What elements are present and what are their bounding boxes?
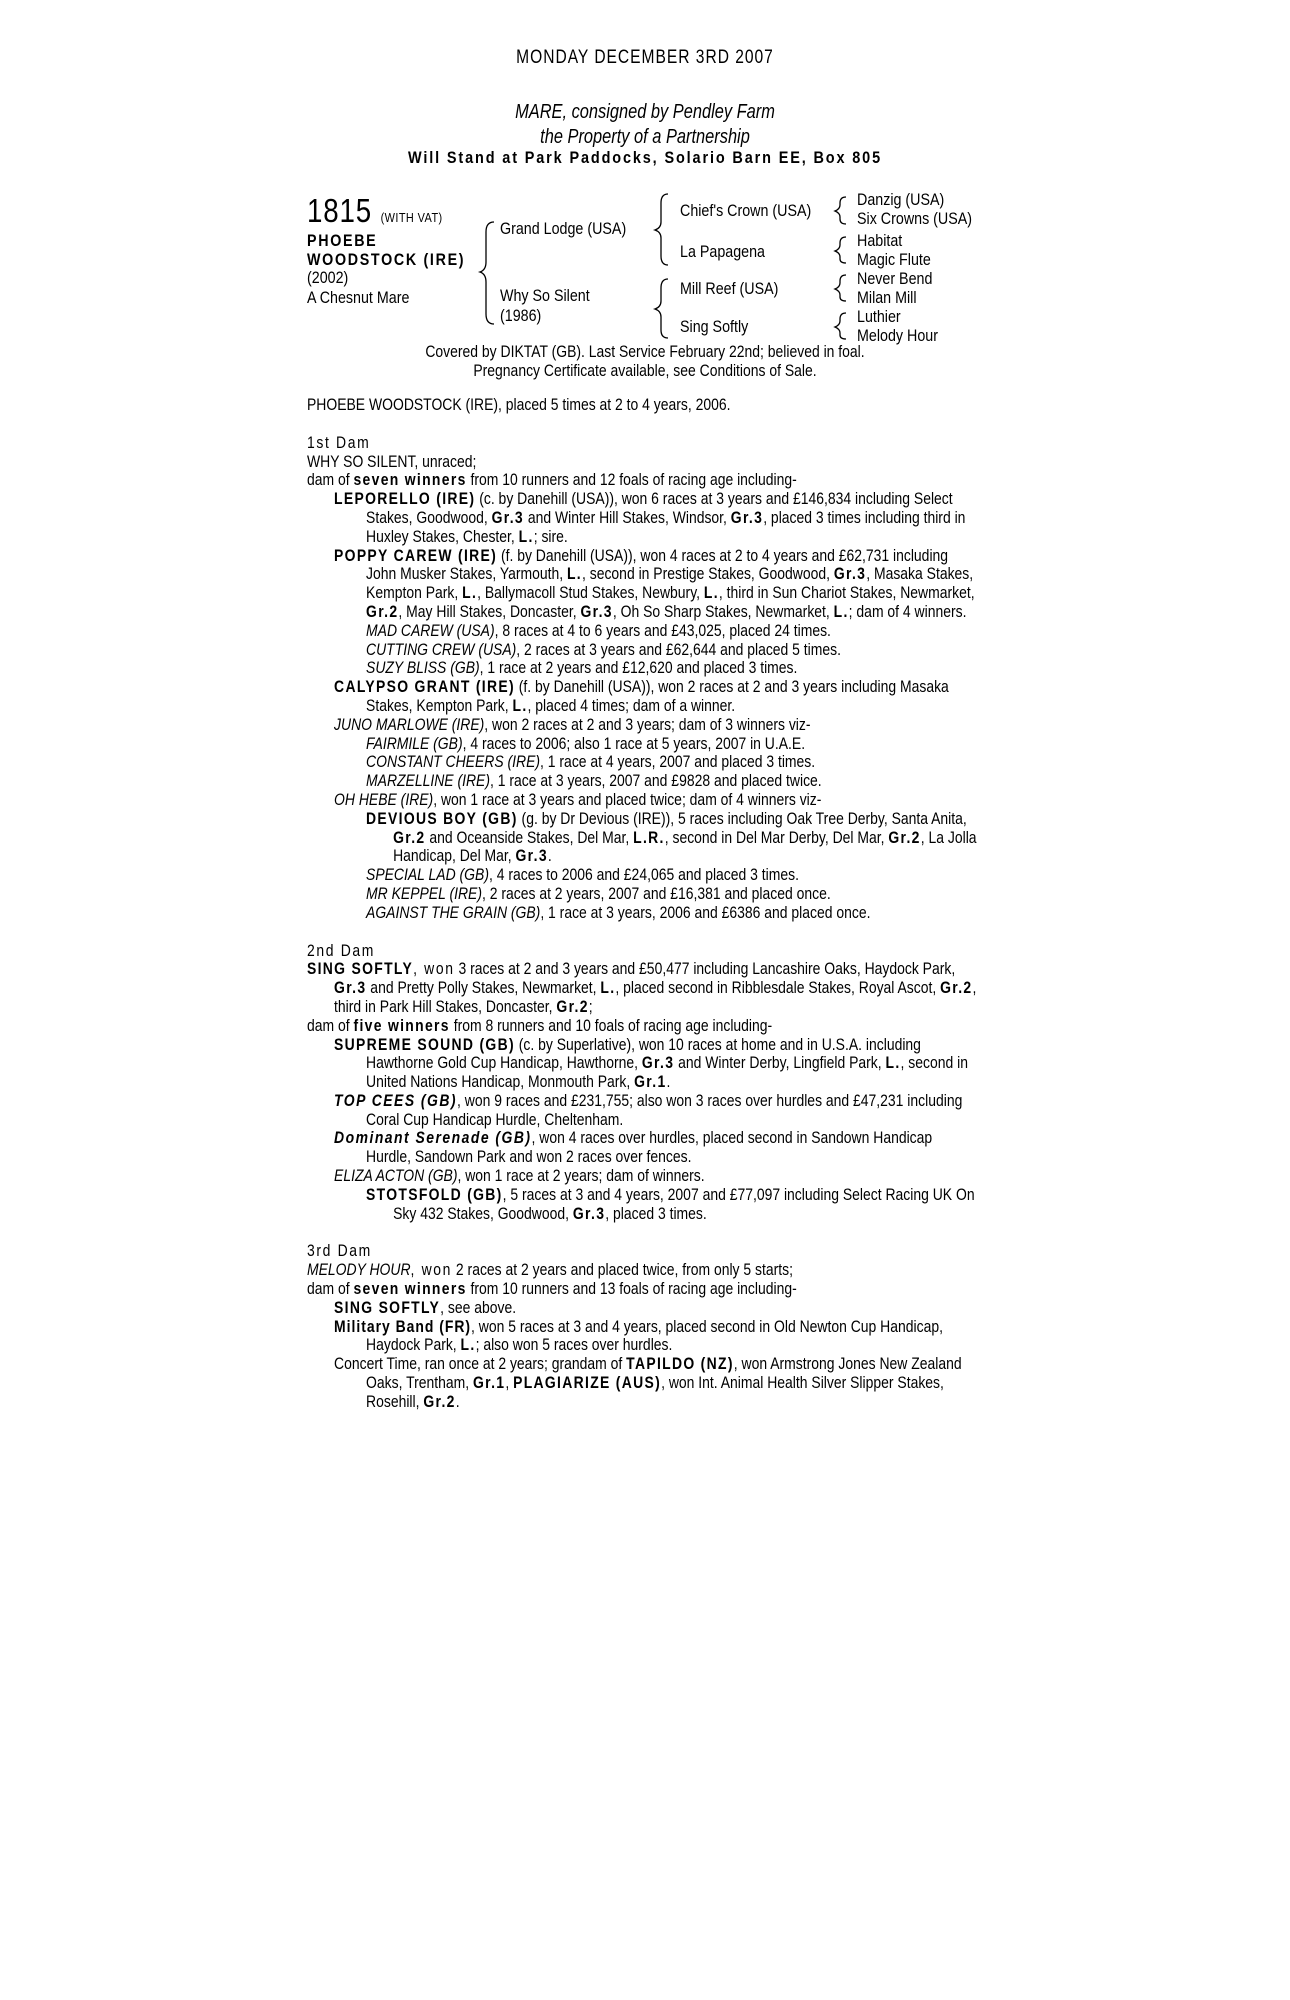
- text-segment: Gr.3: [833, 564, 867, 584]
- text-segment: L.: [518, 526, 534, 546]
- text-segment: POPPY CAREW (IRE): [334, 545, 498, 565]
- text-segment: Gr.3: [572, 1203, 606, 1223]
- text-segment: Gr.2: [940, 978, 973, 998]
- ancestor-8: Melody Hour: [857, 326, 938, 345]
- text-segment: SING SOFTLY: [307, 959, 414, 979]
- brace-gen3-a: [835, 197, 846, 224]
- third-dam-record: [307, 1261, 979, 1280]
- produce-entry-eliza-acton: [307, 1167, 979, 1186]
- produce-entry-dominant-serenade: [307, 1129, 979, 1167]
- text-segment: STOTSFOLD (GB): [366, 1184, 503, 1204]
- produce-entry-sing-softly: [307, 1299, 979, 1318]
- text-segment: Concert Time, ran once at 2 years; grandam of: [334, 1354, 627, 1374]
- property-line: the Property of a Partnership: [540, 126, 750, 148]
- foaling-year: (2002): [307, 268, 349, 287]
- text-segment: OH HEBE (IRE): [334, 789, 434, 809]
- pedigree-braces: [0, 0, 1290, 345]
- text-segment: , won: [413, 959, 455, 979]
- brace-gen3-b: [835, 237, 846, 263]
- text-segment: , won 2 races at 2 and 3 years; dam of 3 winners viz-: [484, 714, 811, 734]
- produce-entry-mr-keppel: [307, 885, 979, 904]
- text-segment: AGAINST THE GRAIN (GB): [366, 902, 541, 922]
- text-segment: SUPREME SOUND (GB): [334, 1034, 515, 1054]
- ancestor-6: Milan Mill: [857, 288, 917, 307]
- consignor-line: MARE, consigned by Pendley Farm: [515, 101, 775, 123]
- text-segment: , 1 race at 3 years, 2006 and £6386 and placed once.: [540, 902, 871, 922]
- text-segment: Gr.3: [491, 507, 524, 527]
- produce-entry-military-band: [307, 1318, 979, 1356]
- text-segment: Gr.3: [730, 507, 764, 527]
- sire-name: Grand Lodge (USA): [500, 219, 627, 238]
- text-segment: ,: [505, 1373, 514, 1393]
- produce-entry-concert-time: [307, 1355, 979, 1411]
- brace-gen2-dam: [655, 279, 668, 338]
- text-segment: dam of: [307, 470, 354, 490]
- text-segment: .: [666, 1072, 671, 1092]
- text-segment: LEPORELLO (IRE): [334, 489, 476, 509]
- brace-gen2-sire: [655, 194, 668, 265]
- text-segment: seven winners: [353, 470, 467, 490]
- horse-record: PHOEBE WOODSTOCK (IRE), placed 5 times at 2 to 4 years, 2006.: [307, 395, 731, 414]
- produce-entry-mad-carew: [307, 622, 979, 641]
- horse-name-line2: WOODSTOCK (IRE): [307, 250, 466, 269]
- text-segment: , won Armstrong Jones New Zealand Oaks, Trentham,: [366, 1354, 962, 1393]
- text-segment: , placed 3 times.: [605, 1203, 707, 1223]
- text-segment: SUZY BLISS (GB): [366, 658, 480, 678]
- text-segment: L.: [566, 564, 582, 584]
- text-segment: Gr.2: [888, 827, 921, 847]
- text-segment: , Oh So Sharp Stakes, Newmarket,: [612, 601, 834, 621]
- horse-description: A Chesnut Mare: [307, 288, 410, 307]
- text-segment: MARZELLINE (IRE): [366, 771, 490, 791]
- first-dam-heading: 1st Dam: [307, 432, 371, 452]
- produce-entry-special-lad: [307, 866, 979, 885]
- sale-date: MONDAY DECEMBER 3RD 2007: [516, 47, 774, 68]
- text-segment: seven winners: [353, 1279, 467, 1299]
- text-segment: 3 races at 2 and 3 years and £50,477 including Lancashire Oaks, Haydock Park,: [454, 959, 956, 979]
- text-segment: , won: [410, 1260, 453, 1280]
- second-dam-heading: 2nd Dam: [307, 940, 376, 960]
- text-segment: Gr.2: [556, 996, 589, 1016]
- text-segment: , won 5 races at 3 and 4 years, placed second in Old Newton Cup Handicap, Haydock Park,: [366, 1316, 943, 1355]
- produce-entry-constant-cheers: [307, 753, 979, 772]
- text-segment: TAPILDO (NZ): [626, 1354, 734, 1374]
- ancestor-2: Six Crowns (USA): [857, 209, 973, 228]
- text-segment: and Winter Hill Stakes, Windsor,: [523, 507, 731, 527]
- text-segment: from 10 runners and 13 foals of racing age including-: [466, 1279, 797, 1299]
- text-segment: dam of: [307, 1015, 354, 1035]
- text-segment: and Oceanside Stakes, Del Mar,: [425, 827, 634, 847]
- produce-entry-oh-hebe: [307, 791, 979, 810]
- produce-entry-marzelline: [307, 772, 979, 791]
- text-segment: , won 1 race at 2 years; dam of winners.: [457, 1166, 705, 1186]
- text-segment: L.: [833, 601, 849, 621]
- text-segment: 2 races at 2 years and placed twice, from only 5 starts;: [452, 1260, 793, 1280]
- text-segment: SING SOFTLY: [334, 1297, 441, 1317]
- text-segment: dam of: [307, 1279, 354, 1299]
- ancestor-1: Danzig (USA): [857, 190, 945, 209]
- text-segment: , 2 races at 2 years, 2007 and £16,381 and placed once.: [481, 883, 831, 903]
- produce-entry-supreme-sound: [307, 1036, 979, 1092]
- sire-dam-name: La Papagena: [680, 242, 765, 261]
- dam-dam-name: Sing Softly: [680, 317, 749, 336]
- text-segment: Gr.1: [634, 1072, 667, 1092]
- text-segment: (f. by Danehill (USA)), won 2 races at 2 and 3 years including Masaka Stakes, Kempton Park,: [366, 677, 949, 715]
- text-segment: , Masaka Stakes, Kempton Park,: [366, 564, 974, 603]
- ancestor-5: Never Bend: [857, 269, 933, 288]
- text-segment: Gr.2: [423, 1391, 456, 1411]
- text-segment: JUNO MARLOWE (IRE): [334, 714, 485, 734]
- produce-entry-against-the-grain: [307, 904, 979, 923]
- produce-entry-top-cees: [307, 1092, 979, 1130]
- text-segment: and Winter Derby, Lingfield Park,: [674, 1053, 886, 1073]
- first-dam-name: WHY SO SILENT, unraced;: [307, 451, 477, 471]
- produce-entry-suzy-bliss: [307, 659, 979, 678]
- text-segment: L.: [460, 1335, 476, 1355]
- text-segment: ; also won 5 races over hurdles.: [475, 1335, 673, 1355]
- text-segment: L.: [512, 695, 528, 715]
- text-segment: MR KEPPEL (IRE): [366, 883, 482, 903]
- text-segment: , placed 3 times including third in Huxley Stakes, Chester,: [366, 507, 966, 546]
- text-segment: PLAGIARIZE (AUS): [513, 1373, 662, 1393]
- text-segment: , 5 races at 3 and 4 years, 2007 and £77,097 including Select Racing UK On Sky 432 Stakes, Goodwood,: [393, 1184, 975, 1223]
- text-segment: ELIZA ACTON (GB): [334, 1166, 458, 1186]
- covered-line2: Pregnancy Certificate available, see Conditions of Sale.: [473, 361, 817, 380]
- text-segment: Gr.2: [366, 601, 399, 621]
- text-segment: CONSTANT CHEERS (IRE): [366, 752, 541, 772]
- text-segment: TOP CEES (GB): [334, 1090, 458, 1110]
- brace-gen3-d: [835, 313, 846, 339]
- text-segment: , 2 races at 3 years and £62,644 and placed 5 times.: [516, 639, 841, 659]
- text-segment: Gr.2: [393, 827, 426, 847]
- text-segment: DEVIOUS BOY (GB): [366, 808, 518, 828]
- text-segment: five winners: [353, 1015, 450, 1035]
- second-dam-produce-summary: [307, 1017, 979, 1036]
- vat-note: (WITH VAT): [380, 210, 443, 225]
- text-segment: , second in Del Mar Derby, Del Mar,: [664, 827, 889, 847]
- text-segment: L.: [462, 583, 478, 603]
- text-segment: Dominant Serenade (GB): [334, 1128, 532, 1148]
- text-segment: Gr.3: [641, 1053, 675, 1073]
- text-segment: MELODY HOUR: [307, 1260, 411, 1280]
- text-segment: , won 4 races over hurdles, placed second in Sandown Handicap Hurdle, Sandown Park and won 2 races over fences.: [366, 1128, 933, 1167]
- text-segment: , 8 races at 4 to 6 years and £43,025, placed 24 times.: [494, 620, 831, 640]
- text-segment: Gr.3: [515, 846, 548, 866]
- covering-info: [116, 342, 1174, 380]
- dam-foaled: (1986): [500, 306, 542, 325]
- text-segment: L.: [885, 1053, 901, 1073]
- text-segment: and Pretty Polly Stakes, Newmarket,: [366, 978, 601, 998]
- text-segment: , placed second in Ribblesdale Stakes, Royal Ascot,: [615, 978, 941, 998]
- produce-entry-devious-boy: [307, 810, 979, 866]
- text-segment: , Ballymacoll Stud Stakes, Newbury,: [477, 583, 704, 603]
- text-segment: , placed 4 times; dam of a winner.: [527, 695, 736, 715]
- text-segment: Gr.1: [472, 1373, 506, 1393]
- text-segment: , third in Sun Chariot Stakes, Newmarket,: [718, 583, 975, 603]
- dam-name: [500, 286, 590, 326]
- ancestor-4: Magic Flute: [857, 250, 931, 269]
- text-segment: , 4 races to 2006 and £24,065 and placed 3 times.: [488, 865, 799, 885]
- text-segment: Military Band (FR): [334, 1316, 472, 1336]
- covered-line1: Covered by DIKTAT (GB). Last Service February 22nd; believed in foal.: [425, 342, 865, 361]
- text-segment: L.: [600, 978, 616, 998]
- produce-entry-fairmile: [307, 735, 979, 754]
- text-segment: (g. by Dr Devious (IRE)), 5 races including Oak Tree Derby, Santa Anita,: [517, 808, 967, 828]
- ancestor-7: Luthier: [857, 307, 901, 326]
- ancestor-3: Habitat: [857, 231, 903, 250]
- text-segment: , May Hill Stakes, Doncaster,: [398, 601, 581, 621]
- text-segment: FAIRMILE (GB): [366, 733, 463, 753]
- text-segment: CUTTING CREW (USA): [366, 639, 517, 659]
- text-segment: L.R.: [633, 827, 665, 847]
- text-segment: MAD CAREW (USA): [366, 620, 495, 640]
- text-segment: L.: [703, 583, 719, 603]
- text-segment: , won 1 race at 3 years and placed twice; dam of 4 winners viz-: [433, 789, 822, 809]
- produce-entry-cutting-crew: [307, 641, 979, 660]
- dam-name-line1: Why So Silent: [500, 286, 590, 305]
- text-segment: , 1 race at 2 years and £12,620 and placed 3 times.: [479, 658, 798, 678]
- text-segment: , 1 race at 3 years, 2007 and £9828 and placed twice.: [489, 771, 822, 791]
- text-segment: from 10 runners and 12 foals of racing age including-: [466, 470, 797, 490]
- dam-sire-name: Mill Reef (USA): [680, 279, 779, 298]
- text-segment: Gr.3: [334, 978, 367, 998]
- text-segment: , won 9 races and £231,755; also won 3 races over hurdles and £47,231 including Coral Cup Handicap Hurdle, Cheltenham.: [366, 1090, 963, 1129]
- text-segment: ;: [588, 996, 593, 1016]
- stand-location: Will Stand at Park Paddocks, Solario Barn EE, Box 805: [407, 148, 883, 167]
- third-dam-produce-summary: [307, 1280, 979, 1299]
- text-segment: (c. by Danehill (USA)), won 6 races at 3 years and £146,834 including Select Stakes, Goodwood,: [366, 489, 953, 527]
- produce-entry-calypso-grant: [307, 678, 979, 716]
- text-segment: , La Jolla Handicap, Del Mar,: [393, 827, 977, 866]
- produce-entry-stotsfold: [307, 1186, 979, 1224]
- text-segment: , third in Park Hill Stakes, Doncaster,: [334, 978, 977, 1016]
- text-segment: SPECIAL LAD (GB): [366, 865, 489, 885]
- text-segment: , see above.: [440, 1297, 517, 1317]
- text-segment: ; dam of 4 winners.: [848, 601, 967, 621]
- lot-number-value: 1815: [307, 192, 373, 229]
- produce-entry-poppy-carew: [307, 547, 979, 622]
- produce-entry-leporello: [307, 490, 979, 546]
- text-segment: , 4 races to 2006; also 1 race at 5 years, 2007 in U.A.E.: [462, 733, 806, 753]
- text-segment: (f. by Danehill (USA)), won 4 races at 2 to 4 years and £62,731 including John Musker Stakes, Yarmouth,: [366, 545, 949, 584]
- text-segment: , won Int. Animal Health Silver Slipper Stakes, Rosehill,: [366, 1373, 944, 1411]
- text-segment: .: [547, 846, 552, 866]
- text-segment: (c. by Superlative), won 10 races at home and in U.S.A. including Hawthorne Gold Cup Handicap, Hawthorne,: [366, 1034, 921, 1073]
- text-segment: ; sire.: [533, 526, 568, 546]
- brace-gen1: [480, 222, 494, 324]
- brace-gen3-c: [835, 275, 846, 301]
- first-dam-produce-summary: [307, 471, 979, 490]
- horse-name-line1: PHOEBE: [307, 231, 378, 250]
- text-segment: CALYPSO GRANT (IRE): [334, 677, 515, 697]
- text-segment: , second in Prestige Stakes, Goodwood,: [581, 564, 834, 584]
- second-dam-record: [307, 960, 979, 1016]
- sire-sire-name: Chief's Crown (USA): [680, 201, 812, 220]
- produce-record: [307, 396, 979, 1412]
- produce-entry-juno-marlowe: [307, 716, 979, 735]
- text-segment: , 1 race at 4 years, 2007 and placed 3 times.: [540, 752, 816, 772]
- third-dam-heading: 3rd Dam: [307, 1241, 372, 1261]
- text-segment: .: [455, 1391, 460, 1411]
- text-segment: , second in United Nations Handicap, Monmouth Park,: [366, 1053, 968, 1092]
- text-segment: from 8 runners and 10 foals of racing age including-: [449, 1015, 773, 1035]
- text-segment: Gr.3: [580, 601, 613, 621]
